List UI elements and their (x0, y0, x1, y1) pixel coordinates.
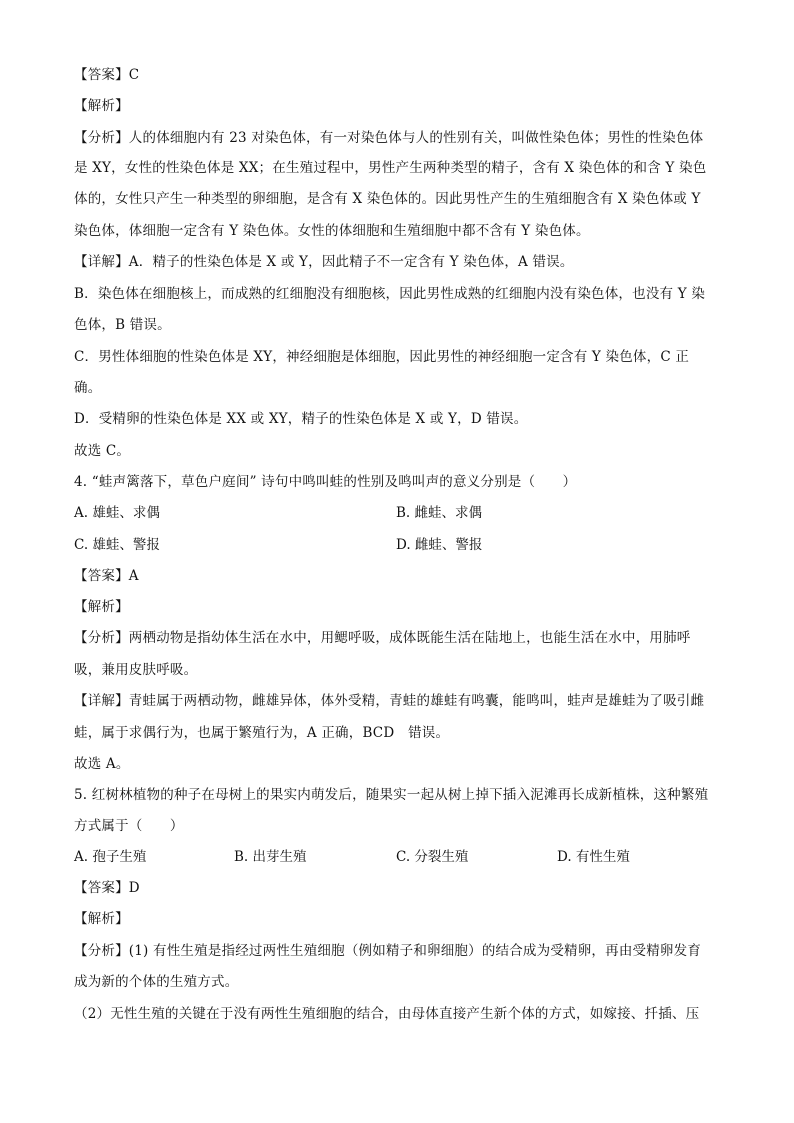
q4-option-b: B. 雌蛙、求偶 (396, 505, 483, 521)
q5-answer: 【答案】D (74, 880, 140, 896)
q5-analysis-line-2: 成为新的个体的生殖方式。 (74, 974, 239, 990)
q4-option-a: A. 雄蛙、求偶 (74, 505, 160, 521)
q4-conclusion: 故选 A。 (74, 756, 130, 772)
q4-detail-line-1: 【详解】青蛙属于两栖动物，雌雄异体，体外受精，青蛙的雄蛙有鸣囊，能鸣叫，蛙声是雄蛙为了吸引雌 (74, 693, 705, 709)
q3-detail-line-3: 色体，B 错误。 (74, 317, 171, 333)
q5-option-c: C. 分裂生殖 (396, 849, 469, 865)
q4-analysis-line-2: 吸，兼用皮肤呼吸。 (74, 662, 198, 678)
q5-jiexi-heading: 【解析】 (74, 911, 129, 927)
q5-stem-line-2: 方式属于（ ） (74, 818, 184, 834)
q4-option-c: C. 雄蛙、警报 (74, 537, 160, 553)
q3-answer: 【答案】C (74, 67, 140, 83)
q3-detail-line-6: D．受精卵的性染色体是 XX 或 XY，精子的性染色体是 X 或 Y，D 错误。 (74, 411, 528, 427)
q3-detail-line-4: C．男性体细胞的性染色体是 XY，神经细胞是体细胞，因此男性的神经细胞一定含有 Y 染色体，C 正 (74, 349, 690, 365)
q3-conclusion: 故选 C。 (74, 443, 131, 459)
q5-option-d: D. 有性生殖 (557, 849, 630, 865)
q4-stem: 4. “蛙声篱落下，草色户庭间” 诗句中鸣叫蛙的性别及鸣叫声的意义分别是（ ） (74, 474, 577, 490)
q4-answer: 【答案】A (74, 568, 139, 584)
q4-option-d: D. 雌蛙、警报 (396, 537, 483, 553)
q3-jiexi-heading: 【解析】 (74, 98, 129, 114)
q3-analysis-line-2: 是 XY，女性的性染色体是 XX；在生殖过程中，男性产生两种类型的精子，含有 X 染色体的和含 Y 染色 (74, 160, 707, 176)
q5-analysis-line-1: 【分析】(1) 有性生殖是指经过两性生殖细胞（例如精子和卵细胞）的结合成为受精卵，再由受精卵发育 (74, 943, 702, 959)
q3-analysis-line-3: 体的，女性只产生一种类型的卵细胞，是含有 X 染色体的。因此男性产生的生殖细胞含有 X 染色体或 Y (74, 191, 701, 207)
q3-detail-line-2: B．染色体在细胞核上，而成熟的红细胞没有细胞核，因此男性成熟的红细胞内没有染色体，也没有 Y 染 (74, 286, 706, 302)
q4-jiexi-heading: 【解析】 (74, 599, 129, 615)
q4-analysis-line-1: 【分析】两栖动物是指幼体生活在水中，用鳃呼吸，成体既能生活在陆地上，也能生活在水中，用肺呼 (74, 630, 691, 646)
q5-option-b: B. 出芽生殖 (234, 849, 307, 865)
q3-detail-line-5: 确。 (74, 380, 102, 396)
q4-detail-line-2: 蛙，属于求偶行为，也属于繁殖行为，A 正确，BCD 错误。 (74, 725, 450, 741)
q3-analysis-line-1: 【分析】人的体细胞内有 23 对染色体，有一对染色体与人的性别有关，叫做性染色体；男性的性染色体 (74, 130, 704, 146)
q5-stem-line-1: 5. 红树林植物的种子在母树上的果实内萌发后，随果实一起从树上掉下插入泥滩再长成新植株，这种繁殖 (74, 787, 709, 803)
q5-option-a: A. 孢子生殖 (74, 849, 147, 865)
q3-analysis-line-4: 染色体，体细胞一定含有 Y 染色体。女性的体细胞和生殖细胞中都不含有 Y 染色体。 (74, 223, 590, 239)
q5-analysis-line-3: （2）无性生殖的关键在于没有两性生殖细胞的结合，由母体直接产生新个体的方式，如嫁接、扦插、压 (74, 1006, 700, 1022)
q3-detail-line-1: 【详解】A．精子的性染色体是 X 或 Y，因此精子不一定含有 Y 染色体，A 错误。 (74, 254, 574, 270)
